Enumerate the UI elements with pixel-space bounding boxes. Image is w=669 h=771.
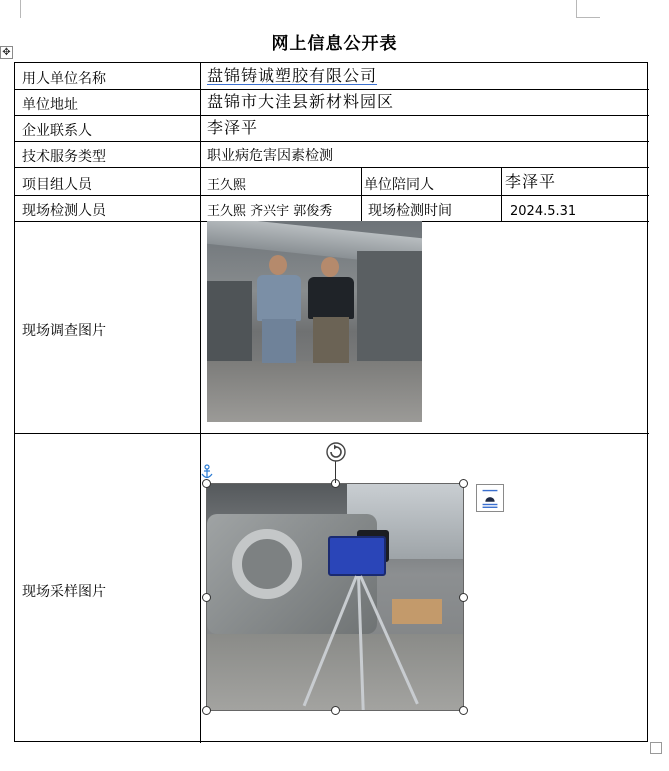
value-address[interactable]: 盘锦市大洼县新材料园区: [207, 92, 395, 111]
value-onsite-inspectors[interactable]: 王久熙 齐兴宇 郭俊秀: [207, 204, 333, 219]
resize-handle-bottom-right[interactable]: [459, 706, 468, 715]
worker-uniform: [257, 275, 301, 321]
value-employer-name[interactable]: 盘锦铸诚塑胶有限公司: [207, 66, 378, 85]
value-escort[interactable]: 李泽平: [505, 172, 557, 191]
label-escort: 单位陪同人: [364, 177, 434, 193]
row-divider: [15, 433, 649, 434]
label-address: 单位地址: [22, 97, 78, 113]
label-onsite-inspectors: 现场检测人员: [22, 203, 106, 219]
sampling-photo[interactable]: [207, 484, 464, 710]
anchor-icon: [200, 464, 214, 480]
column-divider: [361, 167, 362, 221]
resize-handle-bottom[interactable]: [331, 706, 340, 715]
worker-head: [269, 255, 287, 275]
label-project-team: 项目组人员: [22, 177, 92, 193]
resize-corner-handle[interactable]: [650, 742, 662, 754]
rotate-icon[interactable]: [325, 441, 347, 463]
row-divider: [15, 115, 649, 116]
value-project-team[interactable]: 王久熙: [207, 178, 247, 193]
layout-options-glyph: [477, 485, 503, 511]
crop-mark-top-left: [20, 0, 21, 18]
resize-handle-right[interactable]: [459, 593, 468, 602]
row-divider: [15, 89, 649, 90]
worker-trousers: [313, 317, 349, 363]
layout-options-icon[interactable]: [476, 484, 504, 512]
table-move-icon[interactable]: ✥: [0, 46, 13, 59]
worker-trousers: [262, 319, 296, 363]
photo-floor: [207, 634, 464, 710]
crop-mark-top-right: [576, 0, 600, 18]
label-inspection-time: 现场检测时间: [368, 203, 452, 219]
photo-doorway: [207, 281, 252, 371]
column-divider: [200, 63, 201, 743]
resize-handle-bottom-left[interactable]: [202, 706, 211, 715]
value-inspection-time[interactable]: 2024.5.31: [510, 204, 577, 219]
survey-photo[interactable]: [207, 221, 422, 422]
photo-sampler-device: [328, 536, 386, 576]
resize-handle-top-right[interactable]: [459, 479, 468, 488]
worker-head: [321, 257, 339, 277]
value-service-type[interactable]: 职业病危害因素检测: [207, 148, 333, 164]
label-sampling-photo: 现场采样图片: [22, 584, 106, 600]
resize-handle-top-left[interactable]: [202, 479, 211, 488]
label-contact: 企业联系人: [22, 123, 92, 139]
photo-floor: [207, 361, 422, 422]
resize-handle-left[interactable]: [202, 593, 211, 602]
column-divider: [501, 167, 502, 221]
photo-carton: [392, 599, 442, 624]
photo-wall: [357, 251, 422, 361]
label-service-type: 技术服务类型: [22, 149, 106, 165]
row-divider: [15, 141, 649, 142]
row-divider: [15, 167, 649, 168]
worker-shirt: [308, 277, 354, 319]
photo-machine-wheel: [232, 529, 302, 599]
label-employer-name: 用人单位名称: [22, 71, 106, 87]
document-title: 网上信息公开表: [271, 34, 398, 54]
label-survey-photo: 现场调查图片: [22, 323, 106, 339]
row-divider: [15, 195, 649, 196]
value-contact[interactable]: 李泽平: [207, 118, 259, 137]
